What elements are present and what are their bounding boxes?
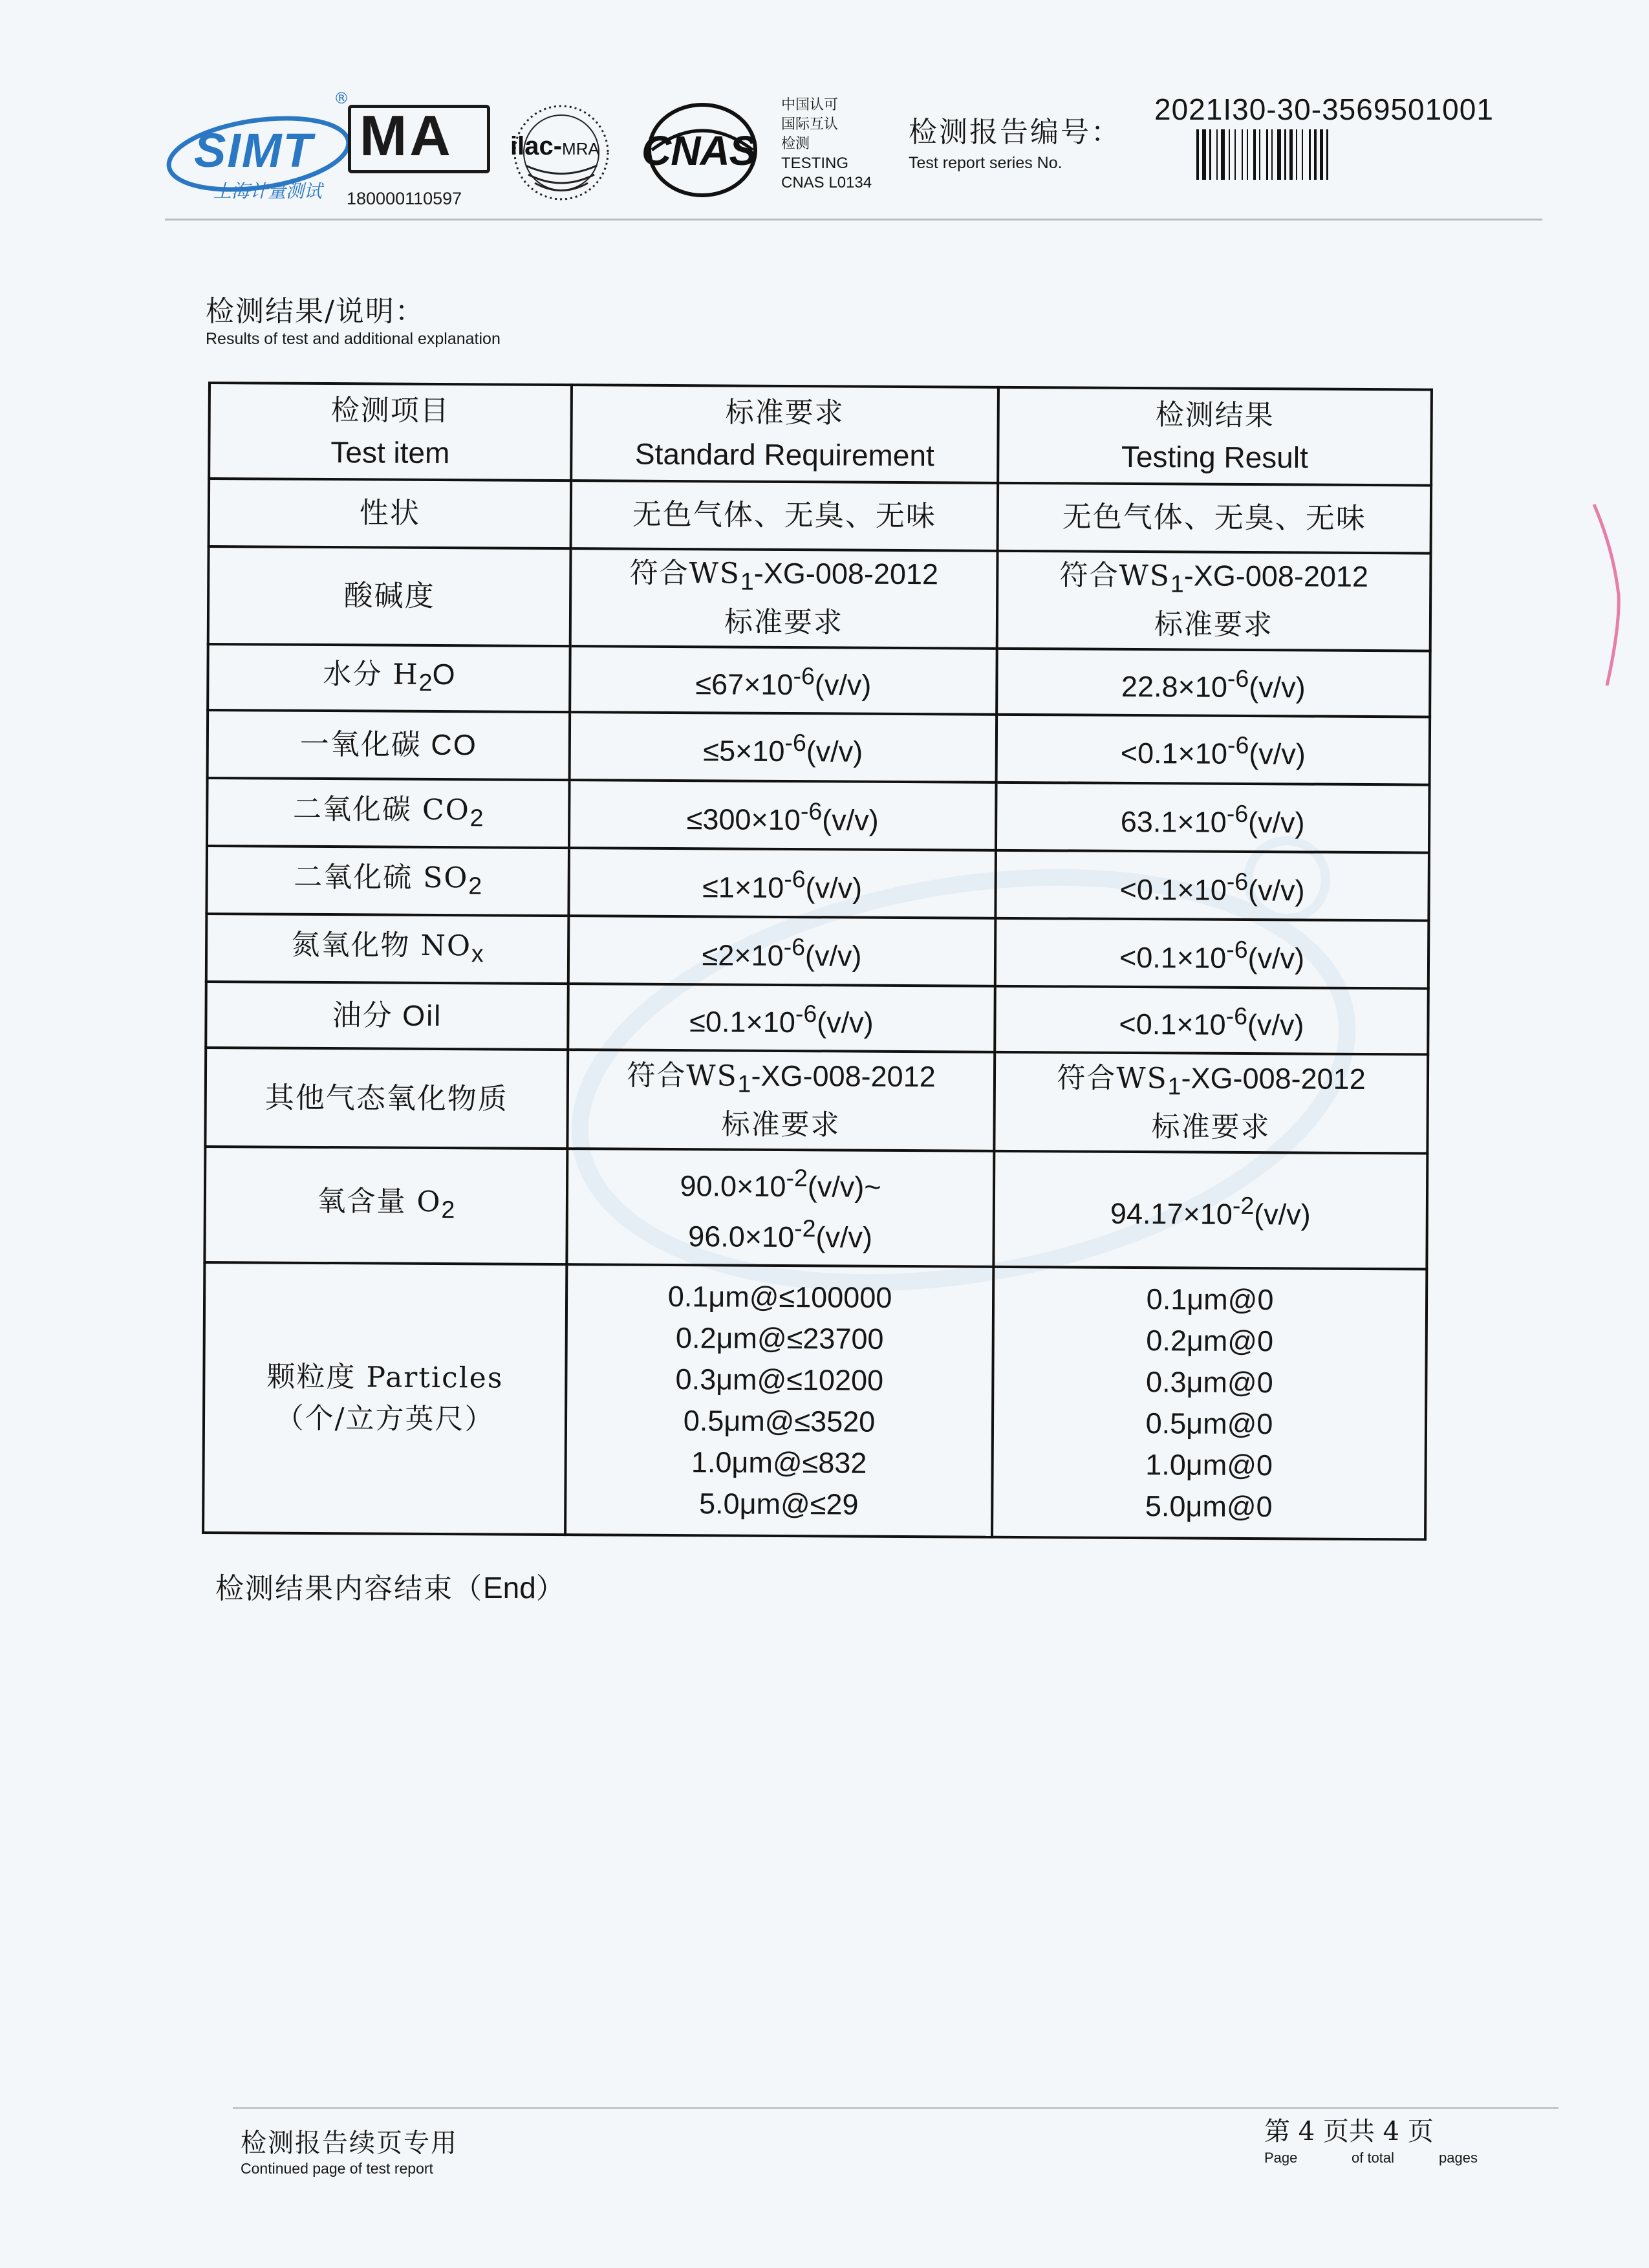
cell-result	[995, 986, 1428, 1055]
result-line	[998, 554, 1429, 606]
barcode-bar	[1242, 129, 1243, 180]
cell-result	[992, 1266, 1427, 1539]
item-text: 氧含量 O	[317, 1185, 442, 1219]
page-current: 4	[1298, 2117, 1315, 2146]
end-note-en: End	[483, 1571, 536, 1604]
item-sub: 2	[418, 668, 433, 696]
result-exp: -6	[1227, 731, 1249, 759]
ilac-mra-text: MRA	[562, 139, 599, 158]
cnas-logo	[638, 98, 773, 202]
result-value: <0.1×10	[1119, 940, 1227, 975]
cell-item	[208, 644, 570, 712]
cell-req	[570, 548, 998, 649]
result-exp: -6	[1227, 664, 1249, 692]
table-row	[208, 644, 1430, 717]
req-line	[568, 1156, 993, 1209]
req-unit: (v/v)	[815, 1220, 873, 1255]
req-unit: (v/v)	[817, 1006, 874, 1039]
cnas-side-line: 中国认可	[781, 97, 839, 113]
req-value: 96.0×10	[688, 1220, 795, 1254]
req-line: 标准要求	[724, 605, 844, 640]
header-standard	[571, 385, 998, 483]
cnas-side-line: TESTING	[781, 155, 849, 172]
barcode-bar	[1196, 129, 1199, 180]
result-unit: (v/v)	[1249, 737, 1306, 771]
header-result-en: Testing Result	[1121, 439, 1308, 475]
cell-item: 油分 Oil	[206, 982, 568, 1050]
cell-req	[567, 1050, 995, 1151]
registered-icon: ®	[334, 89, 349, 107]
cell-item	[207, 778, 570, 848]
table-row	[207, 778, 1430, 853]
table-row	[206, 982, 1428, 1055]
cell-req	[568, 984, 995, 1052]
red-pen-mark-icon	[1588, 498, 1626, 692]
result-value: 94.17×10	[1110, 1197, 1233, 1231]
table-row	[203, 1262, 1427, 1540]
page-en-pages: pages	[1439, 2150, 1478, 2166]
cnas-side-text	[781, 96, 904, 193]
result-value: 22.8×10	[1121, 669, 1228, 704]
req-exp: -6	[784, 729, 806, 757]
results-table	[202, 382, 1433, 1541]
cell-result	[997, 551, 1431, 651]
result-unit: (v/v)	[1254, 1198, 1311, 1231]
result-exp: -6	[1225, 1002, 1248, 1030]
cell-result	[995, 850, 1429, 921]
barcode-bar	[1296, 129, 1297, 180]
result-unit: (v/v)	[1247, 805, 1305, 839]
barcode-bar	[1221, 129, 1225, 180]
cell-req	[569, 780, 997, 850]
item-sub: 2	[469, 803, 484, 831]
particle-result: 0.1μm@0	[1146, 1282, 1274, 1317]
result-value: <0.1×10	[1119, 1008, 1226, 1041]
req-value: ≤1×10	[702, 870, 784, 904]
req-unit: (v/v)~	[807, 1170, 881, 1204]
req-line: 标准要求	[721, 1108, 841, 1142]
cma-logo-text: MA	[360, 103, 453, 167]
req-value: ≤2×10	[702, 938, 784, 972]
cell-item: 性状	[209, 479, 572, 548]
barcode-bar	[1320, 129, 1323, 180]
ilac-mra-logo	[506, 94, 616, 211]
req-exp: -6	[783, 933, 806, 960]
page-text: 页共	[1322, 2117, 1375, 2146]
cell-item	[206, 914, 569, 984]
req-exp: -2	[794, 1215, 816, 1242]
simt-logo-text: SIMT	[194, 124, 314, 177]
particle-result: 5.0μm@0	[1145, 1489, 1273, 1524]
cnas-side-line: CNAS L0134	[781, 174, 872, 191]
particle-req: 1.0μm@≤832	[691, 1445, 867, 1480]
result-value: <0.1×10	[1120, 737, 1228, 771]
cell-req	[568, 916, 996, 986]
section-title-cn: 检测结果/说明：	[206, 295, 425, 328]
item-text: 二氧化碳 CO	[292, 792, 470, 826]
page-en-total: of total	[1352, 2150, 1395, 2166]
barcode-bar	[1247, 129, 1248, 180]
particles-item-line2: （个/立方英尺）	[275, 1401, 495, 1436]
item-sub: 2	[441, 1196, 455, 1224]
cnas-side-line: 国际互认	[781, 116, 839, 133]
cell-result	[996, 783, 1430, 853]
req-line	[568, 1207, 992, 1260]
particle-result: 0.3μm@0	[1145, 1365, 1273, 1399]
simt-logo	[162, 89, 356, 207]
cma-logo	[348, 105, 490, 182]
table-row	[208, 546, 1431, 651]
particle-result: 1.0μm@0	[1145, 1447, 1273, 1482]
header-item-cn: 检测项目	[330, 394, 450, 428]
page-en-page: Page	[1264, 2150, 1298, 2166]
cell-item: 其他气态氧化物质	[205, 1048, 568, 1149]
result-exp: -2	[1232, 1192, 1255, 1220]
cell-req	[568, 848, 996, 918]
cnas-side-line: 检测	[781, 136, 810, 152]
req-value: ≤5×10	[703, 734, 785, 768]
result-unit: (v/v)	[1248, 873, 1305, 907]
req-line	[569, 1054, 993, 1106]
table-row	[205, 1048, 1428, 1154]
item-sub: 2	[468, 871, 482, 899]
table-row	[206, 914, 1429, 989]
result-sub: 1	[1170, 570, 1184, 598]
result-code: -XG-008-2012	[1183, 559, 1369, 594]
cell-result	[997, 649, 1430, 717]
particle-result: 0.2μm@0	[1146, 1323, 1274, 1358]
req-value: ≤0.1×10	[689, 1005, 795, 1039]
particles-item-line1	[205, 1355, 565, 1399]
item-text: 氮氧化物 NO	[291, 928, 472, 962]
particle-req: 0.3μm@≤10200	[675, 1362, 884, 1397]
cell-req	[570, 712, 997, 783]
header-test-item	[209, 383, 572, 481]
req-exp: -2	[786, 1164, 808, 1192]
req-code: -XG-008-2012	[753, 557, 939, 591]
cell-result	[993, 1151, 1427, 1269]
cma-number: 180000110597	[347, 189, 462, 208]
barcode-bar	[1209, 129, 1211, 180]
barcode-bar	[1229, 129, 1230, 180]
result-sub: 1	[1167, 1072, 1181, 1100]
report-no-label-en: Test report series No.	[909, 154, 1062, 172]
req-value: ≤300×10	[686, 802, 801, 836]
cell-result	[994, 1052, 1428, 1154]
cnas-logo-text: CNAS	[641, 127, 757, 174]
req-value: 90.0×10	[680, 1169, 786, 1204]
table-row	[204, 1147, 1427, 1269]
report-no-label-cn: 检测报告编号：	[909, 116, 1121, 149]
result-text: 符合WS	[1059, 559, 1171, 593]
barcode-bar	[1266, 129, 1268, 180]
page-text: 页	[1407, 2117, 1434, 2146]
end-note	[215, 1565, 566, 1606]
item-text: 水分 H	[323, 657, 419, 691]
barcode-icon	[1196, 129, 1481, 180]
barcode-bar	[1234, 129, 1236, 180]
table-row	[208, 710, 1430, 785]
barcode-bar	[1302, 129, 1303, 180]
header-item-en: Test item	[330, 435, 450, 470]
cell-item	[203, 1262, 566, 1535]
req-sub: 1	[737, 1070, 751, 1097]
result-text: 符合WS	[1057, 1061, 1168, 1095]
header-result	[998, 387, 1432, 486]
page-total: 4	[1383, 2117, 1400, 2146]
barcode-bar	[1289, 129, 1293, 180]
req-text: 符合WS	[629, 557, 741, 591]
particle-req: 5.0μm@≤29	[698, 1487, 859, 1521]
result-value: 63.1×10	[1120, 805, 1227, 839]
cell-item	[206, 846, 569, 916]
item-text: 二氧化硫 SO	[294, 860, 469, 894]
barcode-bar	[1202, 129, 1206, 180]
end-note-cn: 检测结果内容结束（	[215, 1572, 483, 1605]
req-text: 符合WS	[627, 1059, 738, 1093]
req-code: -XG-008-2012	[751, 1059, 936, 1093]
item-sub: x	[471, 939, 484, 967]
page-indicator-en	[1264, 2150, 1497, 2169]
cell-req: 无色气体、无臭、无味	[571, 481, 998, 551]
cell-item: 酸碱度	[208, 546, 571, 646]
req-sub: 1	[740, 568, 754, 596]
cell-result	[995, 918, 1429, 989]
page-text: 第	[1264, 2117, 1290, 2146]
result-line: 标准要求	[1151, 1110, 1271, 1144]
barcode-bar	[1284, 129, 1286, 180]
req-exp: -6	[784, 865, 806, 892]
cell-result: 无色气体、无臭、无味	[998, 483, 1432, 554]
footer-divider	[233, 2107, 1558, 2109]
result-line: 标准要求	[1154, 608, 1274, 642]
result-line	[996, 1057, 1427, 1108]
end-note-close: ）	[535, 1572, 566, 1605]
result-unit: (v/v)	[1249, 670, 1306, 704]
table-row	[209, 479, 1432, 554]
barcode-bar	[1216, 129, 1218, 180]
particle-req: 0.5μm@≤3520	[683, 1403, 876, 1438]
simt-logo-cn: 上海计量测试	[213, 180, 323, 202]
footer-label-en: Continued page of test report	[241, 2160, 433, 2177]
ilac-text: ilac-MRA	[510, 132, 599, 160]
cell-item: 一氧化碳 CO	[208, 710, 570, 780]
header-divider	[165, 219, 1542, 221]
req-exp: -6	[793, 662, 815, 690]
req-line	[572, 552, 996, 604]
result-value: <0.1×10	[1119, 872, 1227, 907]
cell-req	[570, 646, 997, 715]
req-unit: (v/v)	[806, 735, 863, 769]
barcode-bar	[1326, 129, 1328, 180]
ilac-word: ilac	[510, 132, 554, 160]
header-req-en: Standard Requirement	[634, 437, 934, 473]
barcode-bar	[1277, 129, 1281, 180]
req-unit: (v/v)	[822, 803, 879, 837]
result-code: -XG-008-2012	[1181, 1061, 1366, 1096]
footer-label-cn: 检测报告续页专用	[241, 2128, 458, 2158]
table-header-row	[209, 383, 1432, 485]
req-unit: (v/v)	[805, 870, 863, 905]
barcode-bar	[1271, 129, 1273, 180]
req-value: ≤67×10	[695, 667, 793, 701]
particle-result: 0.5μm@0	[1145, 1406, 1273, 1441]
result-unit: (v/v)	[1247, 941, 1305, 975]
result-unit: (v/v)	[1247, 1008, 1304, 1042]
particle-req: 0.1μm@≤100000	[667, 1279, 892, 1314]
header-req-cn: 标准要求	[725, 396, 845, 430]
barcode-bar	[1259, 129, 1260, 180]
table-row	[206, 846, 1429, 921]
cell-item	[204, 1147, 567, 1264]
item-tail: O	[432, 657, 455, 691]
barcode-bar	[1253, 129, 1256, 180]
particle-req: 0.2μm@≤23700	[675, 1321, 884, 1355]
req-exp: -6	[795, 1000, 817, 1028]
result-exp: -6	[1226, 867, 1249, 895]
cell-result	[997, 715, 1430, 785]
result-exp: -6	[1226, 799, 1249, 827]
barcode-bar	[1314, 129, 1317, 180]
req-exp: -6	[800, 797, 823, 825]
cell-req	[565, 1264, 993, 1537]
report-number: 2021I30-30-3569501001	[1154, 92, 1494, 126]
cell-req	[566, 1149, 994, 1266]
section-title-en: Results of test and additional explanation	[206, 330, 501, 348]
item-text: 颗粒度 Particles	[266, 1360, 504, 1395]
header-result-cn: 检测结果	[1155, 398, 1275, 433]
barcode-bar	[1309, 129, 1311, 180]
req-unit: (v/v)	[804, 938, 862, 973]
req-unit: (v/v)	[814, 668, 872, 702]
result-exp: -6	[1226, 935, 1248, 963]
page-indicator	[1264, 2111, 1434, 2148]
